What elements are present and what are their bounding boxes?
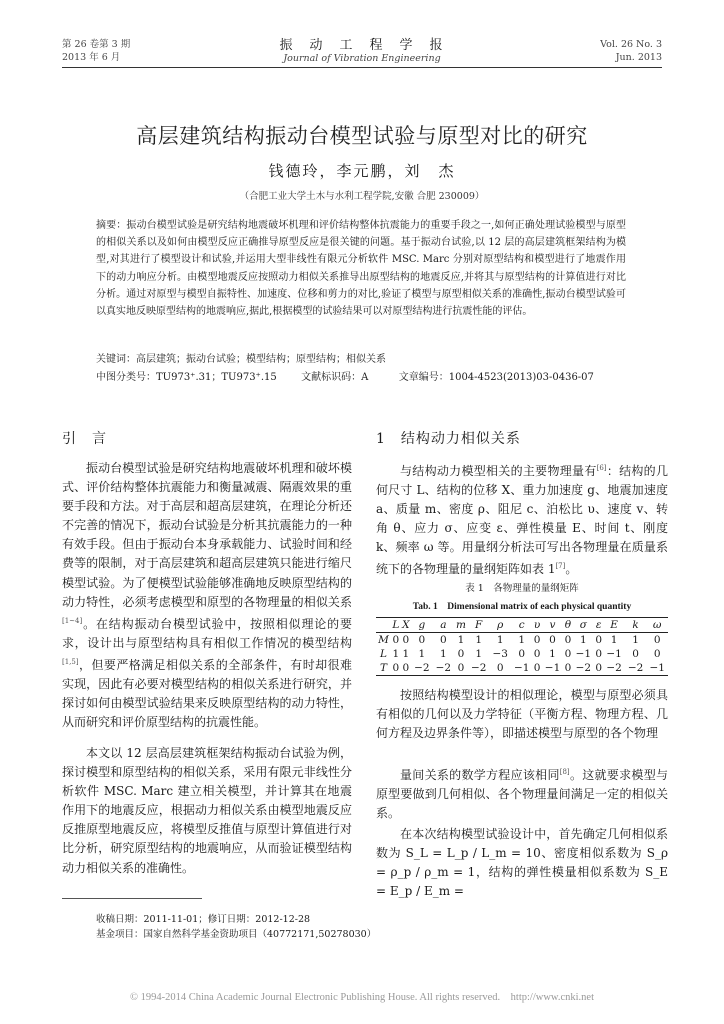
table-cell: 0 (457, 648, 465, 660)
table-header-cell: X (402, 619, 410, 631)
table-header-cell: ω (646, 618, 668, 633)
table-cell: 0 (518, 648, 526, 660)
table-cell: −2 (411, 661, 433, 676)
table-row (376, 633, 668, 648)
table-cell: 1 (475, 634, 483, 646)
authors: 钱德玲，李元鹏，刘 杰 (268, 162, 456, 180)
table-cell: 0 (533, 662, 541, 674)
table-cell: 1 (418, 648, 426, 660)
table-cell: 0 (564, 648, 572, 660)
table-cell: 0 (418, 634, 426, 646)
volume-en: Vol. 26 No. 3 (600, 39, 662, 50)
table-header-cell: E (603, 618, 625, 633)
table-cell: 0 (595, 648, 603, 660)
table-header-cell: υ (533, 619, 541, 631)
clc-number: 中图分类号：TU973⁺.31；TU973⁺.15 (96, 372, 277, 383)
table-cell: −1 (606, 648, 622, 660)
section1-paragraph-2: 按照结构模型设计的相似理论，模型与原型必须具有相似的几何以及力学特征（平衡方程、物理方程、几何方程及边界条件等），即描述模型与原型的各个物理 (376, 688, 668, 741)
dimension-table-wrapper (376, 617, 668, 676)
table-cell: 1 (496, 634, 504, 646)
keywords: 关键词：高层建筑；振动台试验；模型结构；原型结构；相似关系 (96, 354, 386, 365)
volume-issue: 第 26 卷第 3 期 (62, 39, 131, 50)
table-cell: 0 (402, 634, 410, 646)
table-cell: 1 (549, 648, 556, 660)
table-cell: M (378, 634, 389, 646)
table-cell: −2 (625, 661, 647, 676)
table-row (376, 661, 668, 676)
section1-paragraph-1: 与结构动力模型相关的主要物理量有[6]：结构的几何尺寸 L、结构的位移 X、重力加速度 g、地震加速度 a、质量 m、密度 ρ、阻尼 c、泊松比 υ、速度 v、转角 θ、应力 σ、应变 ε、弹性模量 E、时间 t、刚度 k、频率 ω 等。用量纲分析法可写出各物理量在质量系统下的各物理量的量纲矩阵如表 1[7]。 (376, 464, 668, 577)
citation: [8] (559, 768, 570, 776)
table-cell: 1 (579, 634, 587, 646)
table-header-cell: ρ (489, 618, 511, 633)
affiliation: （合肥工业大学土木与水利工程学院,安徽 合肥 230009） (239, 191, 485, 202)
table-cell: 0 (533, 648, 541, 660)
table-header-cell: m (456, 619, 466, 631)
table-header-cell: a (433, 618, 455, 633)
table-cell: −1 (575, 648, 592, 660)
table-cell: 1 (518, 634, 526, 646)
paper-title: 高层建筑结构振动台模型试验与原型对比的研究 (136, 124, 588, 148)
table-cell: 0 (549, 634, 556, 646)
table-cell: 0 (402, 662, 410, 674)
header-rule (62, 67, 662, 68)
table-cell: 1 (439, 648, 447, 660)
table-cell: 0 (392, 634, 400, 646)
table-cell: 0 (439, 634, 447, 646)
citation: [1,5] (62, 657, 79, 666)
table-cell: T (376, 661, 391, 676)
date-en: Jun. 2013 (615, 52, 662, 63)
table-cell: −2 (603, 661, 625, 676)
table-caption-en: Tab. 1 Dimensional matrix of each physical quantity (412, 602, 632, 612)
table-cell: 0 (564, 662, 572, 674)
section1-paragraph-4: 在本次结构模型试验设计中，首先确定几何相似系数为 S_L = L_p / L_m = 10、密度相似系数为 S_ρ = ρ_p / ρ_m = 1，结构的弹性模量相似系数为 S_E = E_p / E_m = (376, 827, 668, 899)
table-cell: 0 (653, 634, 661, 646)
table-header-cell: L (392, 619, 400, 631)
abstract: 摘要：振动台模型试验是研究结构地震破坏机理和评价结构整体抗震能力的重要手段之一,如何正确处理试验模型与原型的相似关系以及如何由模型反应正确推导原型反应是很关键的问题。基于振动台试验,以 12 层的高层建筑框架结构为模型,对其进行了模型设计和试验,并运用大型非线性有限元分析软件 MSC. Marc 分别对原型结构和模型进行了地震作用下的动力响应分析。由模型地震反应按照动力相似关系推导出原型结构的地震反应,并将其与原型结构的计算值进行对比分析。通过对原型与模型自振特性、加速度、位移和剪力的对比,验证了模型与原型相似关系的准确性,振动台模型试验可以真实地反映原型结构的地震响应,据此,根据模型的试验结果可以对原型结构进行抗震性能的评估。 (96, 220, 626, 318)
table-cell: 0 (564, 634, 572, 646)
journal-name-en: Journal of Vibration Engineering (283, 53, 441, 64)
table-cell: −3 (492, 648, 508, 660)
table-cell: 0 (489, 661, 511, 676)
received-dates: 收稿日期：2011-11-01；修订日期：2012-12-28 (96, 914, 311, 925)
citation: [6] (596, 464, 607, 472)
table-cell: 1 (392, 648, 400, 660)
table-cell: L (379, 648, 387, 660)
table-cell: 0 (595, 634, 603, 646)
table-row (376, 647, 668, 661)
classification-line (96, 371, 656, 385)
table-header-cell: c (511, 618, 533, 633)
table-cell: −1 (511, 661, 533, 676)
dimension-matrix-table (376, 617, 668, 676)
table-cell: 1 (402, 648, 410, 660)
table-header-row (376, 618, 668, 633)
article-number: 文章编号：1004-4523(2013)03-0436-07 (398, 372, 594, 383)
citation: [1~4] (62, 616, 83, 625)
table-header-cell (376, 618, 391, 633)
table-cell: −2 (573, 661, 595, 676)
intro-heading: 引 言 (62, 431, 107, 447)
section1-heading: 1 结构动力相似关系 (376, 431, 521, 447)
table-header-cell: v (542, 618, 564, 633)
table-cell: −2 (433, 661, 455, 676)
table-header-cell: ε (595, 619, 602, 631)
intro-paragraph-1: 振动台模型试验是研究结构地震破坏机理和破坏模式、评价结构整体抗震能力和衡量减震、隔震效果的重要手段和方法。对于高层和超高层建筑，在理论分析还不完善的情况下，振动台试验是分析其抗震能力的一种有效手段。但由于振动台本身承载能力、试验时间和经费等的限制，对于高层建筑和超高层建筑只能进行缩尺模型试验。为了便模型试验能够准确地反映原型结构的动力特性，必须考虑模型和原型的各物理量的相似关系[1~4]。在结构振动台模型试验中，按照相似理论的要求，设计出与原型结构具有相似工作情况的模型结构[1,5]，但要严格满足相似关系的全部条件，有时却很难实现，因此有必要对模型结构的相似关系进行研究，并探讨如何由模型试验结果来反映原型结构的动力特性，从而研究和评价原型结构的抗震性能。 (62, 461, 352, 730)
document-code: 文献标识码：A (301, 372, 369, 383)
issue-date: 2013 年 6 月 (62, 52, 121, 63)
journal-name-cn: 振 动 工 程 学 报 (279, 38, 445, 53)
funding: 基金项目：国家自然科学基金资助项目（40772171,50278030） (96, 929, 377, 940)
table-cell: 0 (653, 648, 661, 660)
table-cell: 0 (632, 648, 639, 660)
citation: [7] (555, 562, 566, 571)
table-cell: 0 (392, 662, 400, 674)
table-header-cell: σ (573, 618, 595, 633)
table-cell: −1 (542, 661, 564, 676)
table-cell: 1 (457, 634, 465, 646)
copyright-footer: © 1994-2014 China Academic Journal Electronic Publishing House. All rights reserved. http://www.cnki.net (130, 992, 594, 1003)
table-cell: 1 (610, 634, 618, 646)
section1-paragraph-3: 量间关系的数学方程应该相同[8]。这就要求模型与原型要做到几何相似、各个物理量间满足一定的相似关系。 (376, 768, 668, 821)
intro-paragraph-2: 本文以 12 层高层建筑框架结构振动台试验为例，探讨模型和原型结构的相似关系，采用有限元非线性分析软件 MSC. Marc 建立相关模型，并计算其在地震作用下的地震反应，根据动力相似关系由模型地震反应反推原型地震反应，将模型反推值与原型计算值进行对比分析，研究原型结构的地震响应，从而验证模型结构动力相似关系的准确性。 (62, 746, 352, 875)
table-header-cell: g (411, 618, 433, 633)
table-header-cell: θ (564, 619, 572, 631)
table-cell: −2 (468, 661, 490, 676)
table-cell: −1 (646, 661, 668, 676)
table-header-cell: k (625, 618, 647, 633)
table-caption-cn: 表 1 各物理量的量纲矩阵 (465, 583, 579, 594)
table-header-cell: F (468, 618, 490, 633)
table-cell: 1 (632, 634, 639, 646)
footnote-rule (62, 898, 202, 899)
table-cell: 0 (454, 661, 468, 676)
table-cell: 1 (475, 648, 483, 660)
table-cell: 0 (595, 662, 603, 674)
table-cell: 0 (533, 634, 541, 646)
